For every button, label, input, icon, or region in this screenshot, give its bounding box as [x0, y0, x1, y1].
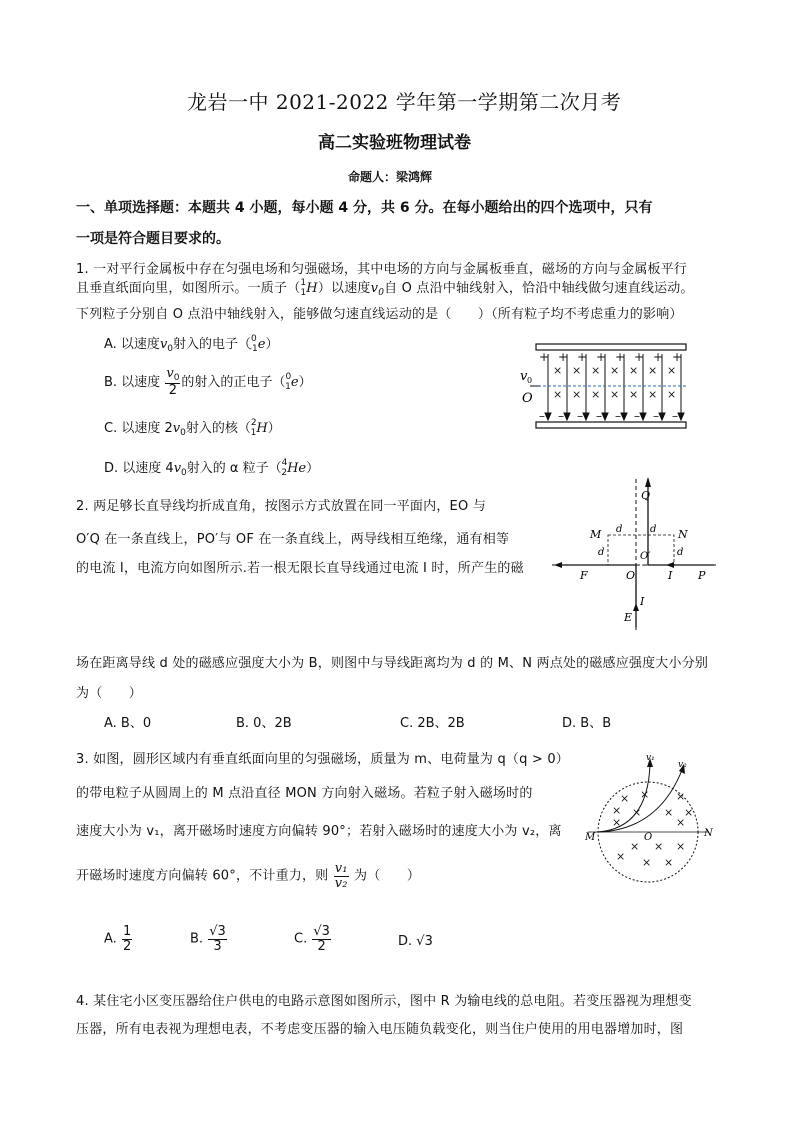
arrow-f: [554, 562, 562, 568]
svg-text:O: O: [644, 832, 653, 843]
q2-option-d[interactable]: D. B、B: [562, 716, 612, 731]
cross-mark: ×: [667, 388, 677, 401]
svg-text:N: N: [678, 528, 688, 541]
plus-sign: +: [672, 350, 683, 364]
cross-mark: ×: [630, 840, 640, 853]
q2-option-b[interactable]: B. 0、2B: [236, 716, 292, 731]
q2-line1: 2. 两足够长直导线均折成直角，按图示方式放置在同一平面内，EO 与: [76, 499, 486, 514]
svg-text:M: M: [590, 528, 602, 541]
cross-mark: ×: [610, 388, 620, 401]
cross-mark: ×: [572, 364, 582, 377]
q1-line1: 1. 一对平行金属板中存在匀强电场和匀强磁场，其中电场的方向与金属板垂直，磁场的方向与金属板平行: [76, 262, 688, 277]
q1-line3: 下列粒子分别自 O 点沿中轴线射入，能够做匀速直线运动的是（ ）（所有粒子均不考虑重力的影响）: [76, 307, 683, 322]
cross-mark: ×: [591, 388, 601, 401]
plus-sign: +: [596, 350, 607, 364]
q1-line2: 且垂直纸面向里，如图所示。一质子（$^1_1$H）以速度$v_0$自 O 点沿中轴线射入，恰沿中轴线做匀速直线运动。: [76, 278, 694, 298]
field-arrow: [621, 413, 627, 420]
cross-mark: ×: [654, 840, 664, 853]
q3-line4: 开磁场时速度方向偏转 60°，不计重力，则 $\frac{\text{v₁}}{\text{v₂}}$ 为（ ）: [76, 861, 421, 891]
arrow-e: [633, 603, 639, 611]
svg-text:I: I: [668, 569, 673, 582]
field-arrow: [564, 413, 570, 420]
cross-mark: ×: [640, 788, 650, 801]
q1-option-c[interactable]: C. 以速度 $2v_0$射入的核（$^2_1$H）: [104, 418, 281, 438]
svg-text:P: P: [698, 569, 706, 582]
q1-fig-o: O: [522, 391, 533, 406]
plus-sign: +: [634, 350, 645, 364]
svg-text:O: O: [626, 569, 636, 582]
cross-mark: ×: [610, 364, 620, 377]
cross-mark: ×: [664, 806, 674, 819]
q3-line2: 的带电粒子从圆周上的 M 点沿直径 MON 方向射入磁场。若粒子射入磁场时的: [76, 786, 533, 801]
svg-text:E: E: [624, 611, 633, 624]
cross-mark: ×: [629, 364, 639, 377]
q1-option-d[interactable]: D. 以速度 $4v_0$射入的 α 粒子（$^4_2$He）: [104, 458, 320, 478]
field-arrow: [545, 413, 551, 420]
q4-line1: 4. 某住宅小区变压器给住户供电的电路示意图如图所示，图中 R 为输电线的总电阻。若变压器视为理想变: [76, 994, 692, 1009]
q3-circle-figure: [578, 750, 718, 885]
q1-fig-v0: v: [520, 369, 528, 384]
q3-option-d[interactable]: D. √3: [398, 934, 433, 949]
minus-sign: –: [539, 409, 545, 423]
minus-sign: –: [577, 409, 583, 423]
cross-mark: ×: [676, 840, 686, 853]
exam-title: 龙岩一中 2021-2022 学年第一学期第二次月考: [187, 90, 622, 114]
q3-line3: 速度大小为 v₁，离开磁场时速度方向偏转 90°；若射入磁场时的速度大小为 v₂，离: [76, 824, 562, 839]
minus-sign: –: [596, 409, 602, 423]
cross-mark: ×: [676, 790, 686, 803]
plus-sign: +: [653, 350, 664, 364]
cross-mark: ×: [648, 388, 658, 401]
section-title-line2: 一项是符合题目要求的。: [76, 231, 230, 247]
minus-sign: –: [615, 409, 621, 423]
cross-mark: ×: [664, 856, 674, 869]
q2-line3: 的电流 I，电流方向如图所示.若一根无限长直导线通过电流 I 时，所产生的磁: [76, 561, 524, 576]
cross-mark: ×: [642, 856, 652, 869]
q3-line1: 3. 如图，圆形区域内有垂直纸面向里的匀强磁场，质量为 m、电荷量为 q（q > 0）: [76, 752, 569, 767]
svg-text:Q: Q: [641, 489, 651, 502]
cross-mark: ×: [572, 388, 582, 401]
exam-subtitle: 高二实验班物理试卷: [318, 133, 471, 153]
q3-option-c[interactable]: C. $\frac{√3}{2}$: [294, 924, 330, 954]
cross-mark: ×: [667, 364, 677, 377]
field-arrow: [640, 413, 646, 420]
cross-mark: ×: [648, 364, 658, 377]
q4-line2: 压器，所有电表视为理想电表，不考虑变压器的输入电压随负载变化，则当住户使用的用电器增加时，图: [76, 1022, 684, 1037]
q2-option-c[interactable]: C. 2B、2B: [400, 716, 465, 731]
svg-text:I: I: [640, 595, 645, 608]
cross-mark: ×: [591, 364, 601, 377]
q3-option-a[interactable]: A. $\frac{1}{2}$: [104, 924, 132, 954]
svg-text:N: N: [704, 828, 713, 839]
field-arrow: [678, 413, 684, 420]
cross-mark: ×: [620, 792, 630, 805]
minus-sign: –: [634, 409, 640, 423]
plus-sign: +: [539, 350, 550, 364]
field-arrow: [659, 413, 665, 420]
svg-text:v₁: v₁: [646, 753, 655, 763]
plus-sign: +: [577, 350, 588, 364]
section-title-line1: 一、单项选择题：本题共 4 小题，每小题 4 分，共 6 分。在每小题给出的四个选项中，只有: [76, 200, 653, 216]
exam-author: 命题人：梁鸿辉: [348, 170, 433, 184]
cross-mark: ×: [632, 806, 642, 819]
svg-text:d: d: [677, 547, 684, 558]
q2-option-a[interactable]: A. B、0: [104, 716, 152, 731]
plus-sign: +: [615, 350, 626, 364]
svg-text:d: d: [616, 524, 623, 535]
minus-sign: –: [653, 409, 659, 423]
cross-mark: ×: [612, 816, 622, 829]
q1-option-a[interactable]: A. 以速度$v_0$射入的电子（$^0_{-1}$e）: [104, 334, 279, 354]
svg-text:v₂: v₂: [678, 760, 687, 770]
cross-mark: ×: [629, 388, 639, 401]
plus-sign: +: [558, 350, 569, 364]
q2-line5: 为（ ）: [76, 686, 143, 701]
svg-text:F: F: [580, 569, 588, 582]
q1-option-b[interactable]: B. 以速度 $\frac{v_0}{2}$ 的射入的正电子（$^0_1$e）: [104, 366, 312, 399]
q1-plates-figure: [518, 340, 690, 432]
svg-text:M: M: [585, 832, 596, 843]
arrow-q: [645, 477, 651, 487]
cross-mark: ×: [616, 850, 626, 863]
cross-mark: ×: [684, 806, 694, 819]
q1-fig-v0-sub: 0: [527, 376, 533, 385]
minus-sign: –: [558, 409, 564, 423]
svg-text:d: d: [650, 524, 657, 535]
svg-text:d: d: [598, 547, 605, 558]
q2-wires-figure: [550, 475, 720, 635]
field-arrow: [583, 413, 589, 420]
minus-sign: –: [672, 409, 678, 423]
cross-mark: ×: [612, 804, 622, 817]
svg-text:O′: O′: [640, 551, 651, 562]
q2-line4: 场在距离导线 d 处的磁感应强度大小为 B，则图中与导线距离均为 d 的 M、N 两点处的磁感应强度大小分别: [76, 656, 709, 671]
trajectory-v2: [598, 770, 682, 832]
field-arrow: [602, 413, 608, 420]
q3-option-b[interactable]: B. $\frac{√3}{3}$: [190, 924, 226, 954]
q2-line2: O′Q 在一条直线上，PO′与 OF 在一条直线上，两导线相互绝缘，通有相等: [76, 532, 510, 547]
cross-mark: ×: [553, 388, 563, 401]
cross-mark: ×: [676, 816, 686, 829]
cross-mark: ×: [553, 364, 563, 377]
